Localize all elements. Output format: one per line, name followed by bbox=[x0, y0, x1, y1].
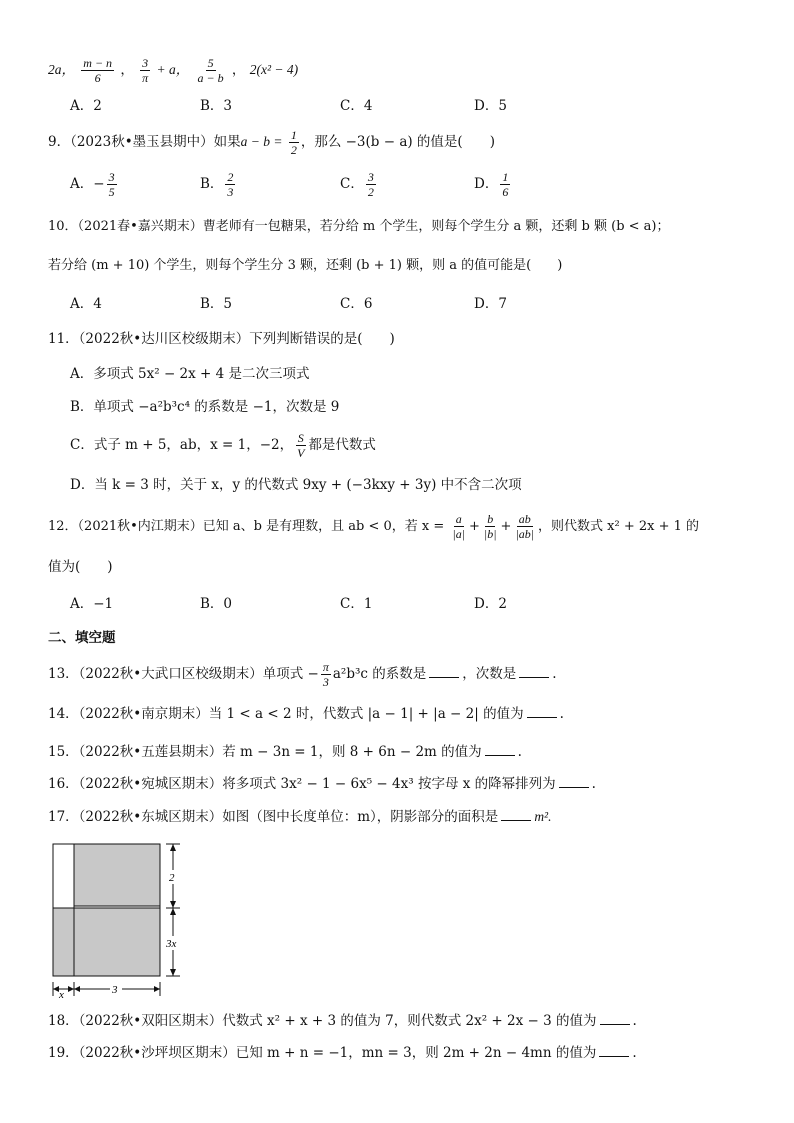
frac-num: S bbox=[297, 431, 304, 445]
label-x: x bbox=[59, 989, 64, 998]
q14-stem bbox=[48, 703, 564, 724]
q8-option-c[interactable]: C．4 bbox=[340, 98, 373, 114]
arrowhead bbox=[170, 844, 176, 851]
option-frac bbox=[225, 170, 235, 199]
frac-den: 6 bbox=[94, 71, 101, 85]
frac-num: b bbox=[487, 512, 494, 526]
q11-option-d[interactable]: D．当 k = 3 时，关于 x，y 的代数式 9xy + (−3kxy + 3y) 中不含二次项 bbox=[70, 477, 522, 493]
q13-end: . bbox=[552, 666, 557, 682]
q16-blank[interactable] bbox=[559, 773, 589, 788]
q9-prefix: 9．（2023秋•墨玉县期中）如果 bbox=[48, 134, 241, 150]
q12-option-d[interactable]: D．2 bbox=[474, 596, 507, 612]
arrowhead bbox=[74, 986, 80, 992]
q9-frac bbox=[289, 128, 299, 157]
q11-option-c[interactable] bbox=[70, 431, 376, 460]
q17-stem bbox=[48, 806, 551, 827]
q12-option-b[interactable]: B．0 bbox=[200, 596, 233, 612]
q19-blank[interactable] bbox=[599, 1042, 629, 1057]
expr-2x2-4: 2(x² − 4) bbox=[249, 62, 299, 77]
frac-a-over-abs-a bbox=[450, 512, 467, 541]
frac-den: 5 bbox=[108, 185, 115, 199]
q9-cond: a − b = bbox=[240, 134, 283, 149]
arrowhead bbox=[170, 901, 176, 908]
q8-option-d[interactable]: D．5 bbox=[474, 98, 507, 114]
arrowhead bbox=[154, 986, 160, 992]
q10-option-b[interactable]: B．5 bbox=[200, 296, 233, 312]
frac-den: 3 bbox=[227, 185, 234, 199]
q13-blank-coefficient[interactable] bbox=[429, 663, 459, 678]
frac-m-n-over-6 bbox=[81, 56, 114, 85]
frac-num: 1 bbox=[502, 170, 509, 184]
arrowhead bbox=[68, 986, 74, 992]
q12-pre: 12．（2021秋•内江期末）已知 a、b 是有理数，且 ab < 0，若 x = bbox=[48, 519, 445, 534]
option-label: D． bbox=[474, 176, 499, 192]
frac-num: m − n bbox=[83, 56, 113, 70]
q16-pre: 16．（2022秋•宛城区期末）将多项式 3x² − 1 − 6x⁵ − 4x³ 按字母 x 的降幂排列为 bbox=[48, 776, 556, 792]
option-frac bbox=[366, 170, 376, 199]
q15-blank[interactable] bbox=[485, 741, 515, 756]
q9-option-c[interactable] bbox=[340, 170, 378, 199]
q8-option-b[interactable]: B．3 bbox=[200, 98, 233, 114]
comma: ， bbox=[120, 62, 134, 78]
q12-option-a[interactable]: A．−1 bbox=[70, 596, 114, 612]
option-frac bbox=[500, 170, 510, 199]
q12-post: ，则代数式 x² + 2x + 1 的 bbox=[538, 519, 700, 534]
q9-stem bbox=[48, 128, 495, 157]
q10-option-c[interactable]: C．6 bbox=[340, 296, 373, 312]
expr-2a: 2a， bbox=[48, 62, 75, 77]
q10-option-a[interactable]: A．4 bbox=[70, 296, 102, 312]
q8-expression-list bbox=[48, 56, 298, 85]
option-label: B． bbox=[200, 176, 224, 192]
q15-stem bbox=[48, 741, 522, 762]
q14-end: . bbox=[559, 706, 564, 722]
option-label: A． bbox=[70, 176, 94, 192]
q9-option-a[interactable] bbox=[70, 170, 119, 199]
q13-blank-degree[interactable] bbox=[519, 663, 549, 678]
q13-mid: a²b³c 的系数是 bbox=[332, 666, 427, 682]
frac-s-over-v bbox=[295, 431, 306, 460]
label-3: 3 bbox=[112, 984, 118, 996]
frac-den: a − b bbox=[197, 71, 224, 85]
arrowhead bbox=[170, 908, 176, 915]
frac-num: a bbox=[455, 512, 462, 526]
q18-blank[interactable] bbox=[600, 1010, 630, 1025]
frac-b-over-abs-b bbox=[482, 512, 499, 541]
frac-num: ab bbox=[518, 512, 531, 526]
q9-option-d[interactable] bbox=[474, 170, 512, 199]
q18-pre: 18．（2022秋•双阳区期末）代数式 x² + x + 3 的值为 7，则代数式 2x² + 2x − 3 的值为 bbox=[48, 1013, 597, 1029]
frac-den: 2 bbox=[290, 143, 297, 157]
frac-den: π bbox=[142, 71, 149, 85]
option-frac bbox=[107, 170, 117, 199]
option-sign: − bbox=[93, 176, 105, 192]
expr-plus-a: + a， bbox=[156, 62, 190, 77]
frac-ab-over-abs-ab bbox=[513, 512, 536, 541]
q19-stem bbox=[48, 1042, 637, 1063]
q17-figure bbox=[48, 838, 198, 998]
frac-num: 3 bbox=[142, 56, 149, 70]
q14-pre: 14．（2022秋•南京期末）当 1 < a < 2 时，代数式 |a − 1| + |a − 2| 的值为 bbox=[48, 706, 524, 722]
option-text: 都是代数式 bbox=[308, 437, 376, 453]
shaded-bottom-rect bbox=[53, 908, 160, 976]
frac-num: 3 bbox=[108, 170, 115, 184]
q14-blank[interactable] bbox=[527, 703, 557, 718]
frac-den: |b| bbox=[483, 527, 497, 541]
q19-end: . bbox=[632, 1045, 637, 1061]
q9-option-b[interactable] bbox=[200, 170, 237, 199]
q17-blank[interactable] bbox=[501, 806, 531, 821]
q11-option-a[interactable]: A．多项式 5x² − 2x + 4 是二次三项式 bbox=[70, 366, 310, 382]
frac-den: 6 bbox=[502, 185, 509, 199]
q15-pre: 15．（2022秋•五莲县期末）若 m − 3n = 1，则 8 + 6n − 2m 的值为 bbox=[48, 744, 482, 760]
q18-stem bbox=[48, 1010, 637, 1031]
q13-pre: 13．（2022秋•大武口区校级期末）单项式 − bbox=[48, 666, 319, 682]
frac-num: 3 bbox=[367, 170, 374, 184]
q8-option-a[interactable]: A．2 bbox=[70, 98, 102, 114]
option-text: C．式子 m + 5，ab，x = 1，−2， bbox=[70, 437, 294, 453]
arrowhead bbox=[170, 969, 176, 976]
comma: ， bbox=[231, 62, 246, 78]
option-label: C． bbox=[340, 176, 364, 192]
frac-num: 2 bbox=[227, 170, 234, 184]
q13-stem bbox=[48, 660, 557, 689]
q18-end: . bbox=[632, 1013, 637, 1029]
q13-mid2: ，次数是 bbox=[462, 666, 517, 682]
frac-pi-over-3 bbox=[321, 660, 331, 689]
q15-end: . bbox=[517, 744, 522, 760]
q10-stem-line2: 若分给 (m + 10) 个学生，则每个学生分 3 颗，还剩 (b + 1) 颗，则 a 的值可能是( ) bbox=[48, 258, 563, 273]
q17-pre: 17．（2022秋•东城区期末）如图（图中长度单位：m），阴影部分的面积是 bbox=[48, 809, 499, 825]
frac-5-over-a-b bbox=[196, 56, 226, 85]
frac-den: 2 bbox=[367, 185, 374, 199]
shaded-top-rect bbox=[74, 844, 160, 906]
frac-den: |ab| bbox=[515, 527, 535, 541]
q17-end: m². bbox=[534, 809, 552, 824]
label-2: 2 bbox=[169, 872, 175, 884]
q16-stem bbox=[48, 773, 596, 794]
frac-den: |a| bbox=[452, 527, 466, 541]
q11-option-b[interactable]: B．单项式 −a²b³c⁴ 的系数是 −1，次数是 9 bbox=[70, 399, 340, 415]
section-fill-in-blank-title: 二、填空题 bbox=[48, 630, 116, 646]
q12-stem-line1: 12．（2021秋•内江期末）已知 a、b 是有理数，且 ab < 0，若 x = $\frac{a}{|a|}$ + $\frac{b}{|b|}$ + $\frac{ab}{|ab|}$ ，则代数式 x² + 2x + 1 的 bbox=[48, 512, 700, 541]
q10-option-d[interactable]: D．7 bbox=[474, 296, 507, 312]
q12-option-c[interactable]: C．1 bbox=[340, 596, 373, 612]
q12-stem-line2: 值为( ) bbox=[48, 559, 113, 575]
q16-end: . bbox=[591, 776, 596, 792]
frac-num: 5 bbox=[207, 56, 214, 70]
q11-stem: 11．（2022秋•达川区校级期末）下列判断错误的是( ) bbox=[48, 331, 395, 347]
frac-num: 1 bbox=[290, 128, 297, 142]
frac-den: V bbox=[297, 446, 305, 460]
frac-3-over-pi bbox=[140, 56, 150, 85]
q19-pre: 19．（2022秋•沙坪坝区期末）已知 m + n = −1，mn = 3，则 2m + 2n − 4mn 的值为 bbox=[48, 1045, 597, 1061]
q9-suffix: ，那么 −3(b − a) 的值是( ) bbox=[300, 134, 495, 150]
q10-stem-line1: 10．（2021春•嘉兴期末）曹老师有一包糖果，若分给 m 个学生，则每个学生分 a 颗，还剩 b 颗 (b < a)； bbox=[48, 219, 670, 234]
frac-num: π bbox=[322, 660, 329, 674]
label-3x: 3x bbox=[166, 938, 177, 950]
frac-den: 3 bbox=[322, 675, 329, 689]
